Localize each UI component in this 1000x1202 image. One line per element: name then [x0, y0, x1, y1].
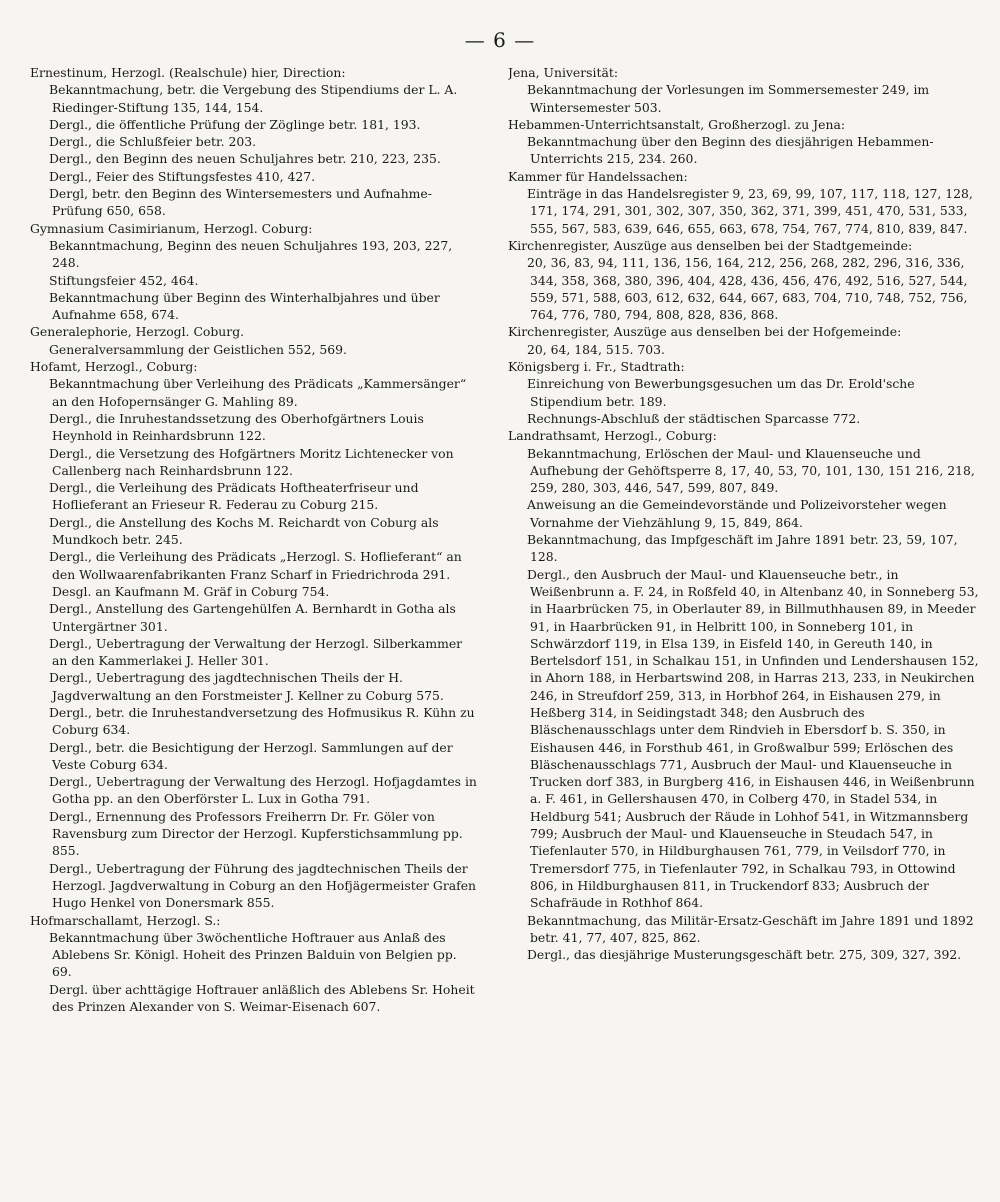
index-entry: Bekanntmachung über Beginn des Winterhalbjahres und über Aufnahme 658, 674.: [49, 289, 440, 323]
index-entry: Dergl., Anstellung des Gartengehülfen A. Bernhardt in Gotha als Untergärtner 301.: [49, 601, 456, 634]
index-entry: Bekanntmachung, Beginn des neuen Schuljahres 193, 203, 227, 248.: [49, 237, 453, 271]
index-entry: Rechnungs-Abschluß der städtischen Sparcasse 772.: [527, 410, 861, 426]
index-heading: Hebammen-Unterrichtsanstalt, Großherzogl. zu Jena:: [508, 116, 846, 132]
index-entry: Dergl., Uebertragung des jagdtechnischen Theils der H. Jagdverwaltung an den Forstmeister J. Kellner zu Coburg 575.: [49, 670, 444, 703]
index-entry: Dergl., den Beginn des neuen Schuljahres betr. 210, 223, 235.: [49, 151, 441, 167]
index-entry: Dergl., Uebertragung der Verwaltung der Herzogl. Silberkammer an den Kammerlakei J. Heller 301.: [49, 635, 463, 669]
index-entry: Dergl., Uebertragung der Verwaltung des Herzogl. Hofjagdamtes in Gotha pp. an den Oberförster L. Lux in Gotha 791.: [49, 774, 477, 807]
index-entry: Anweisung an die Gemeindevorstände und Polizeivorsteher wegen Vornahme der Viehzählung 9, 15, 849, 864.: [527, 497, 947, 530]
index-entry: Bekanntmachung über den Beginn des diesjährigen Hebammen-Unterrichts 215, 234. 260.: [527, 134, 934, 167]
index-entry: Dergl., die Inruhestandssetzung des Oberhofgärtners Louis Heynhold in Reinhardsbrunn 122.: [49, 410, 424, 444]
left-column: [30, 64, 478, 1194]
index-heading: Hofmarschallamt, Herzogl. S.:: [30, 912, 221, 928]
index-entry: Dergl., Feier des Stiftungsfestes 410, 427.: [49, 168, 316, 184]
index-entry: Dergl., die Verleihung des Prädicats Hoftheaterfriseur und Hoflieferant an Frieseur R. Federau zu Coburg 215.: [49, 480, 419, 513]
index-entry: Dergl., Uebertragung der Führung des jagdtechnischen Theils der Herzogl. Jagdverwaltung in Coburg an den Hofjägermeister Grafen Hugo Henkel von Donersmark 855.: [49, 860, 477, 911]
index-entry: Dergl., die öffentliche Prüfung der Zöglinge betr. 181, 193.: [49, 116, 421, 132]
index-entry: Dergl., betr. die Besichtigung der Herzogl. Sammlungen auf der Veste Coburg 634.: [49, 739, 453, 772]
index-entry: Einträge in das Handelsregister 9, 23, 69, 99, 107, 117, 118, 127, 128, 171, 174, 291, 301, 302, 307, 350, 362, 371, 399, 451, 470, 531, 533, 555, 567, 583, 639, 646, 655, 663, 678, 754, 767, 774, 810, 839, 847.: [527, 186, 973, 236]
index-entry: Bekanntmachung, Erlöschen der Maul- und Klauenseuche und Aufhebung der Gehöftsperre 8, 17, 40, 53, 70, 101, 130, 151 216, 218, 259, 280, 303, 446, 547, 599, 807, 849.: [527, 445, 975, 496]
index-heading: Kammer für Handelssachen:: [508, 168, 688, 184]
index-entry: Generalversammlung der Geistlichen 552, 569.: [49, 341, 347, 357]
page-number: — 6 —: [464, 28, 536, 52]
index-entry: Bekanntmachung über 3wöchentliche Hoftrauer aus Anlaß des Ablebens Sr. Königl. Hoheit des Prinzen Balduin von Belgien pp. 69.: [49, 929, 457, 980]
index-heading: Landrathsamt, Herzogl., Coburg:: [508, 428, 717, 444]
index-heading: Gymnasium Casimirianum, Herzogl. Coburg:: [30, 220, 313, 236]
index-entry: Dergl., den Ausbruch der Maul- und Klauenseuche betr., in Weißenbrunn a. F. 24, in Roßfeld 40, in Altenbanz 40, in Sonneberg 53, in Haarbrücken 75, in Oberlauter 89, in Billmuthhausen 89, in Meeder 91, in Haarbrücken 91, in Helbritt 100, in Sonneberg 101, in Schwärzdorf 119, in Elsa 139, in Eisfeld 140, in Gereuth 140, in Bertelsdorf 151, in Schalkau 151, in Unfinden und Lendershausen 152, in Ahorn 188, in Herbartswind 208, in Harras 213, 233, in Neukirchen 246, in Streufdorf 259, 313, in Horbhof 264, in Eishausen 279, in Heßberg 314, in Seidingstadt 348; den Ausbruch des Bläschenausschlags unter dem Rindvieh in Ebersdorf b. S. 350, in Eishausen 446, in Forsthub 461, in Großwalbur 599; Erlöschen des Bläschenausschlags 771, Ausbruch der Maul- und Klauenseuche in Trucken dorf 383, in Burgberg 416, in Eishausen 446, in Weißenbrunn a. F. 461, in Gellershausen 470, in Colberg 470, in Stadel 534, in Heldburg 541; Ausbruch der Räude in Lohhof 541, in Witzmannsberg 799; Ausbruch der Maul- und Klauenseuche in Steudach 547, in Tiefenlauter 570, in Hildburghausen 761, 779, in Veilsdorf 770, in Tremersdorf 775, in Tiefenlauter 792, in Schalkau 793, in Ottowind 806, in Hildburghausen 811, in Truckendorf 833; Ausbruch der Schafräude in Rothhof 864.: [527, 566, 979, 911]
index-entry: Dergl., die Anstellung des Kochs M. Reichardt von Coburg als Mundkoch betr. 245.: [49, 514, 439, 548]
index-entry: Bekanntmachung, das Militär-Ersatz-Geschäft im Jahre 1891 und 1892 betr. 41, 77, 407, 825, 862.: [527, 912, 974, 945]
index-heading: Ernestinum, Herzogl. (Realschule) hier, Direction:: [30, 65, 346, 80]
index-heading: Kirchenregister, Auszüge aus denselben bei der Hofgemeinde:: [508, 324, 902, 340]
index-entry: Bekanntmachung über Verleihung des Prädicats „Kammersänger“ an den Hofopernsänger G. Mahling 89.: [49, 376, 467, 409]
index-entry: Dergl. über achttägige Hoftrauer anläßlich des Ablebens Sr. Hoheit des Prinzen Alexander von S. Weimar-Eisenach 607.: [49, 981, 475, 1015]
index-entry: Dergl., die Versetzung des Hofgärtners Moritz Lichtenecker von Callenberg nach Reinhardsbrunn 122.: [49, 445, 454, 478]
index-entry: Dergl., die Schlußfeier betr. 203.: [49, 134, 257, 150]
index-heading: Jena, Universität:: [508, 65, 619, 80]
index-entry: Dergl., Ernennung des Professors Freiherrn Dr. Fr. Göler von Ravensburg zum Director der Herzogl. Kupferstichsammlung pp. 855.: [49, 808, 463, 859]
index-entry: Einreichung von Bewerbungsgesuchen um das Dr. Erold'sche Stipendium betr. 189.: [527, 376, 915, 409]
index-entry: Dergl., das diesjährige Musterungsgeschäft betr. 275, 309, 327, 392.: [527, 947, 962, 963]
index-entry: Dergl., betr. die Inruhestandversetzung des Hofmusikus R. Kühn zu Coburg 634.: [49, 704, 475, 738]
index-entry: 20, 36, 83, 94, 111, 136, 156, 164, 212, 256, 268, 282, 296, 316, 336, 344, 358, 368, 380, 396, 404, 428, 436, 456, 476, 492, 516, 527, 544, 559, 571, 588, 603, 612, 632, 644, 667, 683, 704, 710, 748, 752, 756, 764, 776, 780, 794, 808, 828, 836, 868.: [527, 255, 968, 323]
index-entry: Bekanntmachung, betr. die Vergebung des Stipendiums der L. A. Riedinger-Stiftung 135, 144, 154.: [49, 82, 458, 115]
index-entry: 20, 64, 184, 515. 703.: [527, 341, 665, 357]
right-column: [508, 64, 982, 1194]
index-entry: Bekanntmachung der Vorlesungen im Sommersemester 249, im Wintersemester 503.: [527, 82, 930, 115]
index-heading: Kirchenregister, Auszüge aus denselben bei der Stadtgemeinde:: [508, 237, 913, 253]
index-heading: Hofamt, Herzogl., Coburg:: [30, 359, 198, 375]
index-entry: Dergl, betr. den Beginn des Wintersemesters und Aufnahme-Prüfung 650, 658.: [49, 186, 432, 219]
index-heading: Königsberg i. Fr., Stadtrath:: [508, 359, 685, 375]
index-entry: Stiftungsfeier 452, 464.: [49, 272, 199, 288]
index-heading: Generalephorie, Herzogl. Coburg.: [30, 324, 245, 340]
index-entry: Bekanntmachung, das Impfgeschäft im Jahre 1891 betr. 23, 59, 107, 128.: [527, 532, 958, 565]
index-entry: Dergl., die Verleihung des Prädicats „Herzogl. S. Hoflieferant“ an den Wollwaarenfabrikanten Franz Scharf in Friedrichroda 291. Desgl. an Kaufmann M. Gräf in Coburg 754.: [49, 549, 462, 599]
